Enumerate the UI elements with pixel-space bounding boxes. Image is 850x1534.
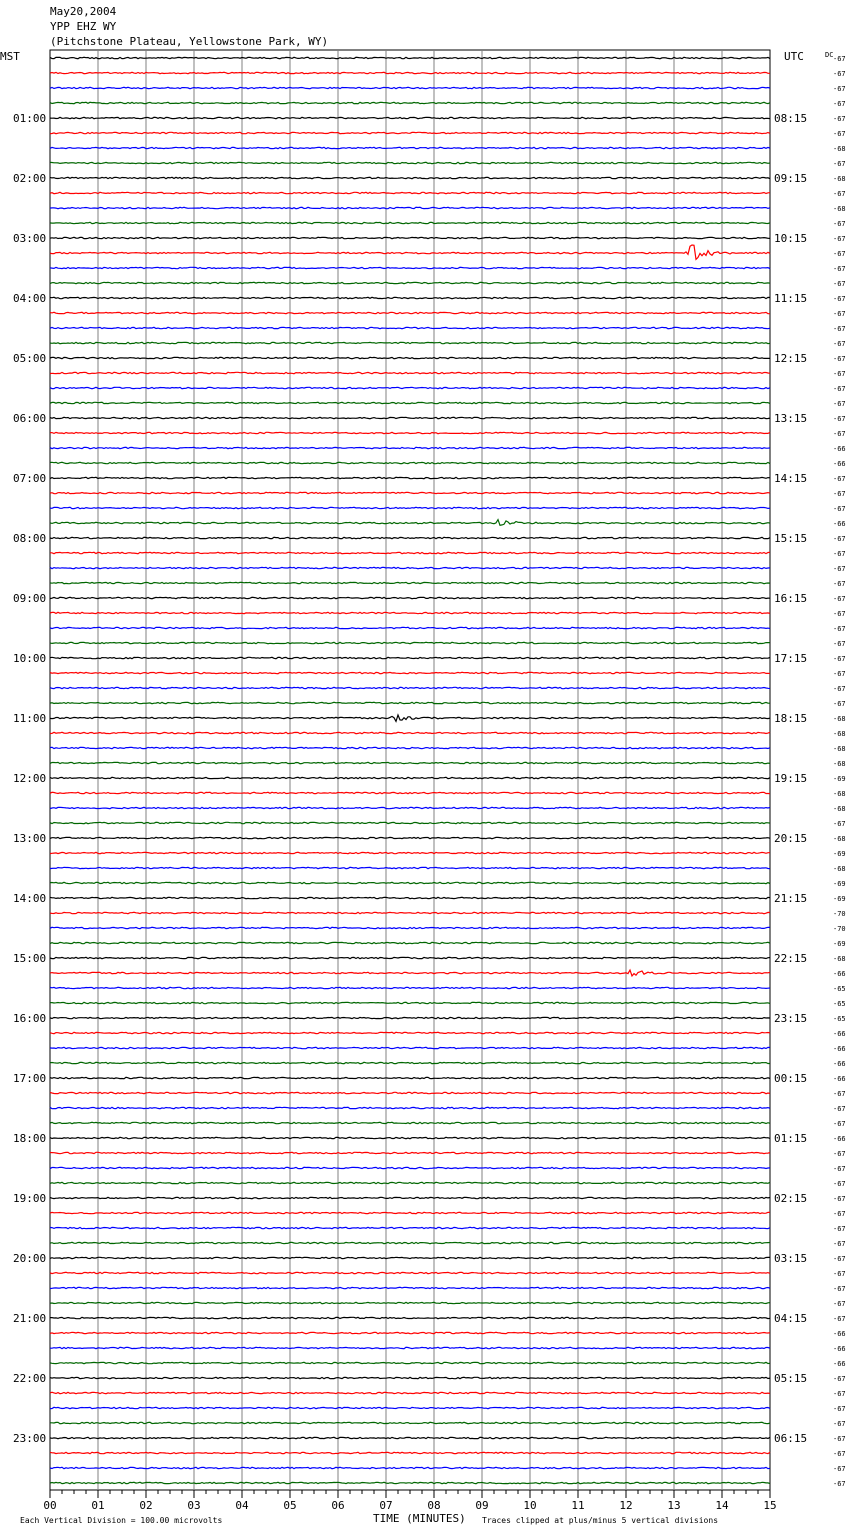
dc-value-label: -65 (833, 1015, 846, 1023)
dc-value-label: -66 (833, 1345, 846, 1353)
seismic-trace (50, 1392, 770, 1393)
dc-value-label: -67 (833, 1180, 846, 1188)
seismic-trace (50, 1002, 770, 1003)
dc-value-label: -67 (833, 280, 846, 288)
dc-value-label: -66 (833, 970, 846, 978)
dc-value-label: -66 (833, 445, 846, 453)
x-tick-label: 11 (571, 1499, 585, 1512)
seismic-trace (50, 1062, 770, 1063)
x-tick-label: 09 (475, 1499, 489, 1512)
dc-value-label: -68 (833, 835, 846, 843)
seismic-trace (50, 477, 770, 478)
dc-value-label: -67 (833, 490, 846, 498)
seismic-trace (50, 1482, 770, 1483)
seismic-trace (50, 1422, 770, 1423)
dc-value-label: -66 (833, 1060, 846, 1068)
dc-value-label: -67 (833, 130, 846, 138)
seismic-trace (50, 57, 770, 58)
dc-value-label: -67 (833, 385, 846, 393)
x-tick-label: 05 (283, 1499, 297, 1512)
x-tick-label: 01 (91, 1499, 105, 1512)
utc-hour-label: 10:15 (774, 232, 808, 245)
x-tick-label: 03 (187, 1499, 201, 1512)
x-axis-title: TIME (MINUTES) (373, 1512, 466, 1525)
dc-value-label: -67 (833, 1255, 846, 1263)
dc-value-label: -67 (833, 505, 846, 513)
seismic-trace (50, 1377, 770, 1378)
seismic-trace (50, 1047, 770, 1048)
seismic-trace (50, 582, 770, 583)
seismic-trace (50, 1092, 770, 1093)
dc-value-label: -67 (833, 820, 846, 828)
utc-hour-label: 23:15 (774, 1012, 808, 1025)
seismic-trace (50, 672, 770, 673)
mst-hour-label: 13:00 (13, 832, 47, 845)
dc-value-label: -68 (833, 955, 846, 963)
dc-value-label: -67 (833, 580, 846, 588)
mst-hour-label: 18:00 (13, 1132, 47, 1145)
dc-value-label: -68 (833, 805, 846, 813)
seismic-trace (50, 237, 770, 238)
x-tick-label: 13 (667, 1499, 681, 1512)
dc-value-label: -67 (833, 1390, 846, 1398)
utc-hour-label: 19:15 (774, 772, 808, 785)
dc-value-label: -67 (833, 1315, 846, 1323)
seismic-trace (50, 1317, 770, 1318)
seismic-trace (50, 1167, 770, 1168)
mst-hour-label: 07:00 (13, 472, 47, 485)
seismic-trace (50, 732, 770, 733)
dc-value-label: -68 (833, 865, 846, 873)
dc-value-label: -66 (833, 1045, 846, 1053)
x-tick-label: 08 (427, 1499, 441, 1512)
seismic-trace (50, 867, 770, 868)
x-tick-label: 15 (763, 1499, 777, 1512)
dc-value-label: -67 (833, 85, 846, 93)
dc-value-label: -69 (833, 850, 846, 858)
mst-axis-label: MST (0, 50, 20, 63)
dc-value-label: -67 (833, 1285, 846, 1293)
seismic-trace (50, 87, 770, 88)
dc-value-label: -66 (833, 1360, 846, 1368)
seismic-trace (50, 702, 770, 703)
mst-hour-label: 20:00 (13, 1252, 47, 1265)
mst-hour-label: 22:00 (13, 1372, 47, 1385)
dc-value-label: -67 (833, 70, 846, 78)
seismic-trace (50, 687, 770, 688)
seismic-trace (50, 312, 770, 313)
seismic-trace (50, 1407, 770, 1408)
dc-value-label: -67 (833, 190, 846, 198)
seismic-trace (50, 1437, 770, 1438)
dc-value-label: -67 (833, 430, 846, 438)
mst-hour-label: 10:00 (13, 652, 47, 665)
seismic-trace (50, 852, 770, 853)
seismic-trace (50, 1452, 770, 1453)
dc-value-label: -67 (833, 550, 846, 558)
seismic-trace (50, 1122, 770, 1123)
utc-hour-label: 17:15 (774, 652, 808, 665)
seismic-trace (50, 897, 770, 898)
x-tick-label: 00 (43, 1499, 57, 1512)
dc-value-label: -67 (833, 1300, 846, 1308)
seismic-trace (50, 567, 770, 568)
seismic-trace (50, 1032, 770, 1033)
seismic-trace (50, 762, 770, 763)
seismic-trace (50, 1347, 770, 1348)
dc-value-label: -67 (833, 565, 846, 573)
dc-value-label: -67 (833, 325, 846, 333)
seismic-trace (50, 1242, 770, 1243)
utc-hour-label: 05:15 (774, 1372, 808, 1385)
x-tick-label: 06 (331, 1499, 345, 1512)
seismic-trace (50, 1137, 770, 1138)
utc-hour-label: 21:15 (774, 892, 808, 905)
dc-value-label: -67 (833, 355, 846, 363)
dc-value-label: -67 (833, 1270, 846, 1278)
utc-hour-label: 12:15 (774, 352, 808, 365)
seismic-trace (50, 297, 770, 298)
dc-value-label: -67 (833, 1450, 846, 1458)
seismic-trace (50, 792, 770, 793)
seismic-trace (50, 267, 770, 268)
mst-hour-label: 12:00 (13, 772, 47, 785)
mst-hour-label: 19:00 (13, 1192, 47, 1205)
seismic-trace (50, 447, 770, 448)
dc-value-label: -67 (833, 700, 846, 708)
dc-value-label: -67 (833, 100, 846, 108)
seismic-trace (50, 627, 770, 628)
header-station: YPP EHZ WY (50, 20, 117, 33)
seismic-trace (50, 117, 770, 118)
dc-value-label: -67 (833, 595, 846, 603)
seismic-trace (50, 1272, 770, 1273)
dc-value-label: -67 (833, 640, 846, 648)
clip-note: Traces clipped at plus/minus 5 vertical divisions (482, 1516, 719, 1525)
dc-value-label: -68 (833, 175, 846, 183)
seismic-trace (50, 1467, 770, 1468)
seismic-trace (50, 245, 770, 259)
seismic-trace (50, 462, 770, 463)
seismic-trace (50, 1017, 770, 1018)
dc-value-label: -67 (833, 1195, 846, 1203)
seismic-trace (50, 612, 770, 613)
dc-value-label: -67 (833, 1210, 846, 1218)
dc-value-label: -67 (833, 1150, 846, 1158)
seismic-trace (50, 1152, 770, 1153)
mst-hour-label: 15:00 (13, 952, 47, 965)
seismic-trace (50, 597, 770, 598)
dc-value-label: -67 (833, 1375, 846, 1383)
dc-value-label: -70 (833, 925, 846, 933)
dc-value-label: -67 (833, 310, 846, 318)
mst-hour-label: 04:00 (13, 292, 47, 305)
mst-hour-label: 17:00 (13, 1072, 47, 1085)
seismic-trace (50, 537, 770, 538)
dc-value-label: -67 (833, 1090, 846, 1098)
dc-value-label: -67 (833, 160, 846, 168)
seismic-trace (50, 207, 770, 208)
seismic-trace (50, 1257, 770, 1258)
seismic-trace (50, 402, 770, 403)
seismic-trace (50, 507, 770, 508)
seismic-trace (50, 162, 770, 163)
seismic-trace (50, 715, 770, 721)
dc-value-label: -66 (833, 1135, 846, 1143)
seismic-trace (50, 72, 770, 73)
mst-hour-label: 23:00 (13, 1432, 47, 1445)
dc-value-label: -67 (833, 370, 846, 378)
seismic-trace (50, 882, 770, 883)
dc-value-label: -67 (833, 220, 846, 228)
dc-value-label: -68 (833, 730, 846, 738)
seismic-trace (50, 327, 770, 328)
dc-value-label: -67 (833, 535, 846, 543)
seismic-trace (50, 1362, 770, 1363)
dc-value-label: -66 (833, 460, 846, 468)
utc-hour-label: 20:15 (774, 832, 808, 845)
utc-hour-label: 02:15 (774, 1192, 808, 1205)
dc-value-label: -67 (833, 340, 846, 348)
x-tick-label: 10 (523, 1499, 537, 1512)
seismic-trace (50, 1287, 770, 1288)
dc-value-label: -69 (833, 895, 846, 903)
dc-value-label: -67 (833, 1225, 846, 1233)
dc-value-label: -67 (833, 250, 846, 258)
utc-axis-label: UTC (784, 50, 804, 63)
seismic-trace (50, 957, 770, 958)
mst-hour-label: 01:00 (13, 112, 47, 125)
seismic-trace (50, 372, 770, 373)
dc-value-label: -69 (833, 775, 846, 783)
dc-value-label: -67 (833, 400, 846, 408)
seismic-trace (50, 942, 770, 943)
mst-hour-label: 06:00 (13, 412, 47, 425)
dc-value-label: -67 (833, 625, 846, 633)
seismic-trace (50, 1077, 770, 1078)
utc-hour-label: 00:15 (774, 1072, 808, 1085)
utc-hour-label: 09:15 (774, 172, 808, 185)
utc-hour-label: 08:15 (774, 112, 808, 125)
seismic-trace (50, 1197, 770, 1198)
utc-hour-label: 15:15 (774, 532, 808, 545)
dc-value-label: -68 (833, 205, 846, 213)
mst-hour-label: 21:00 (13, 1312, 47, 1325)
header-date: May20,2004 (50, 5, 117, 18)
seismic-trace (50, 520, 770, 526)
x-tick-label: 07 (379, 1499, 393, 1512)
mst-hour-label: 08:00 (13, 532, 47, 545)
dc-value-label: -66 (833, 520, 846, 528)
seismic-trace (50, 822, 770, 823)
seismic-trace (50, 132, 770, 133)
dc-value-label: -67 (833, 1465, 846, 1473)
utc-hour-label: 01:15 (774, 1132, 808, 1145)
seismic-trace (50, 222, 770, 223)
seismic-trace (50, 747, 770, 748)
seismic-trace (50, 357, 770, 358)
dc-value-label: -67 (833, 235, 846, 243)
dc-value-label: -67 (833, 265, 846, 273)
dc-value-label: -67 (833, 295, 846, 303)
dc-value-label: -69 (833, 880, 846, 888)
dc-value-label: -67 (833, 55, 846, 63)
dc-value-label: -68 (833, 790, 846, 798)
x-tick-label: 12 (619, 1499, 633, 1512)
dc-value-label: -67 (833, 1420, 846, 1428)
utc-hour-label: 03:15 (774, 1252, 808, 1265)
seismic-trace (50, 282, 770, 283)
seismic-trace (50, 837, 770, 838)
utc-hour-label: 22:15 (774, 952, 808, 965)
dc-value-label: -67 (833, 1240, 846, 1248)
seismic-trace (50, 147, 770, 148)
seismic-trace (50, 102, 770, 103)
x-tick-label: 04 (235, 1499, 249, 1512)
seismic-trace (50, 1107, 770, 1108)
mst-hour-label: 09:00 (13, 592, 47, 605)
utc-hour-label: 18:15 (774, 712, 808, 725)
dc-value-label: -70 (833, 910, 846, 918)
x-tick-label: 02 (139, 1499, 153, 1512)
dc-value-label: -65 (833, 1000, 846, 1008)
dc-value-label: -66 (833, 1030, 846, 1038)
dc-value-label: -67 (833, 1105, 846, 1113)
seismic-trace (50, 1302, 770, 1303)
seismic-trace (50, 552, 770, 553)
seismic-trace (50, 912, 770, 913)
dc-value-label: -67 (833, 415, 846, 423)
mst-hour-label: 05:00 (13, 352, 47, 365)
dc-value-label: -67 (833, 115, 846, 123)
dc-value-label: -67 (833, 1165, 846, 1173)
dc-value-label: -66 (833, 1330, 846, 1338)
seismic-trace (50, 970, 770, 976)
seismic-trace (50, 927, 770, 928)
mst-hour-label: 16:00 (13, 1012, 47, 1025)
dc-value-label: -67 (833, 475, 846, 483)
seismic-trace (50, 642, 770, 643)
seismic-trace (50, 342, 770, 343)
dc-value-label: -67 (833, 1435, 846, 1443)
seismic-trace (50, 177, 770, 178)
seismic-trace (50, 192, 770, 193)
dc-value-label: -67 (833, 1120, 846, 1128)
dc-value-label: -67 (833, 655, 846, 663)
seismic-trace (50, 1332, 770, 1333)
seismic-trace (50, 492, 770, 493)
dc-value-label: -69 (833, 940, 846, 948)
seismic-trace (50, 387, 770, 388)
dc-value-label: -68 (833, 760, 846, 768)
seismic-trace (50, 1182, 770, 1183)
seismic-trace (50, 777, 770, 778)
mst-hour-label: 14:00 (13, 892, 47, 905)
dc-value-label: -66 (833, 1075, 846, 1083)
utc-hour-label: 16:15 (774, 592, 808, 605)
dc-value-label: -68 (833, 715, 846, 723)
utc-hour-label: 04:15 (774, 1312, 808, 1325)
header-location: (Pitchstone Plateau, Yellowstone Park, WY) (50, 35, 329, 48)
dc-value-label: -68 (833, 145, 846, 153)
utc-hour-label: 14:15 (774, 472, 808, 485)
dc-value-label: -67 (833, 670, 846, 678)
dc-value-label: -67 (833, 685, 846, 693)
seismic-trace (50, 657, 770, 658)
utc-hour-label: 13:15 (774, 412, 808, 425)
mst-hour-label: 03:00 (13, 232, 47, 245)
seismic-trace (50, 807, 770, 808)
dc-value-label: -67 (833, 1480, 846, 1488)
seismic-trace (50, 432, 770, 433)
dc-axis-label: DC (825, 51, 834, 59)
utc-hour-label: 11:15 (774, 292, 808, 305)
seismic-trace (50, 1212, 770, 1213)
dc-value-label: -68 (833, 745, 846, 753)
dc-value-label: -67 (833, 610, 846, 618)
mst-hour-label: 02:00 (13, 172, 47, 185)
dc-value-label: -67 (833, 1405, 846, 1413)
mst-hour-label: 11:00 (13, 712, 47, 725)
seismic-trace (50, 417, 770, 418)
dc-value-label: -65 (833, 985, 846, 993)
seismic-trace (50, 1227, 770, 1228)
scale-note: Each Vertical Division = 100.00 microvolts (20, 1516, 223, 1525)
utc-hour-label: 06:15 (774, 1432, 808, 1445)
seismic-trace (50, 987, 770, 988)
x-tick-label: 14 (715, 1499, 729, 1512)
